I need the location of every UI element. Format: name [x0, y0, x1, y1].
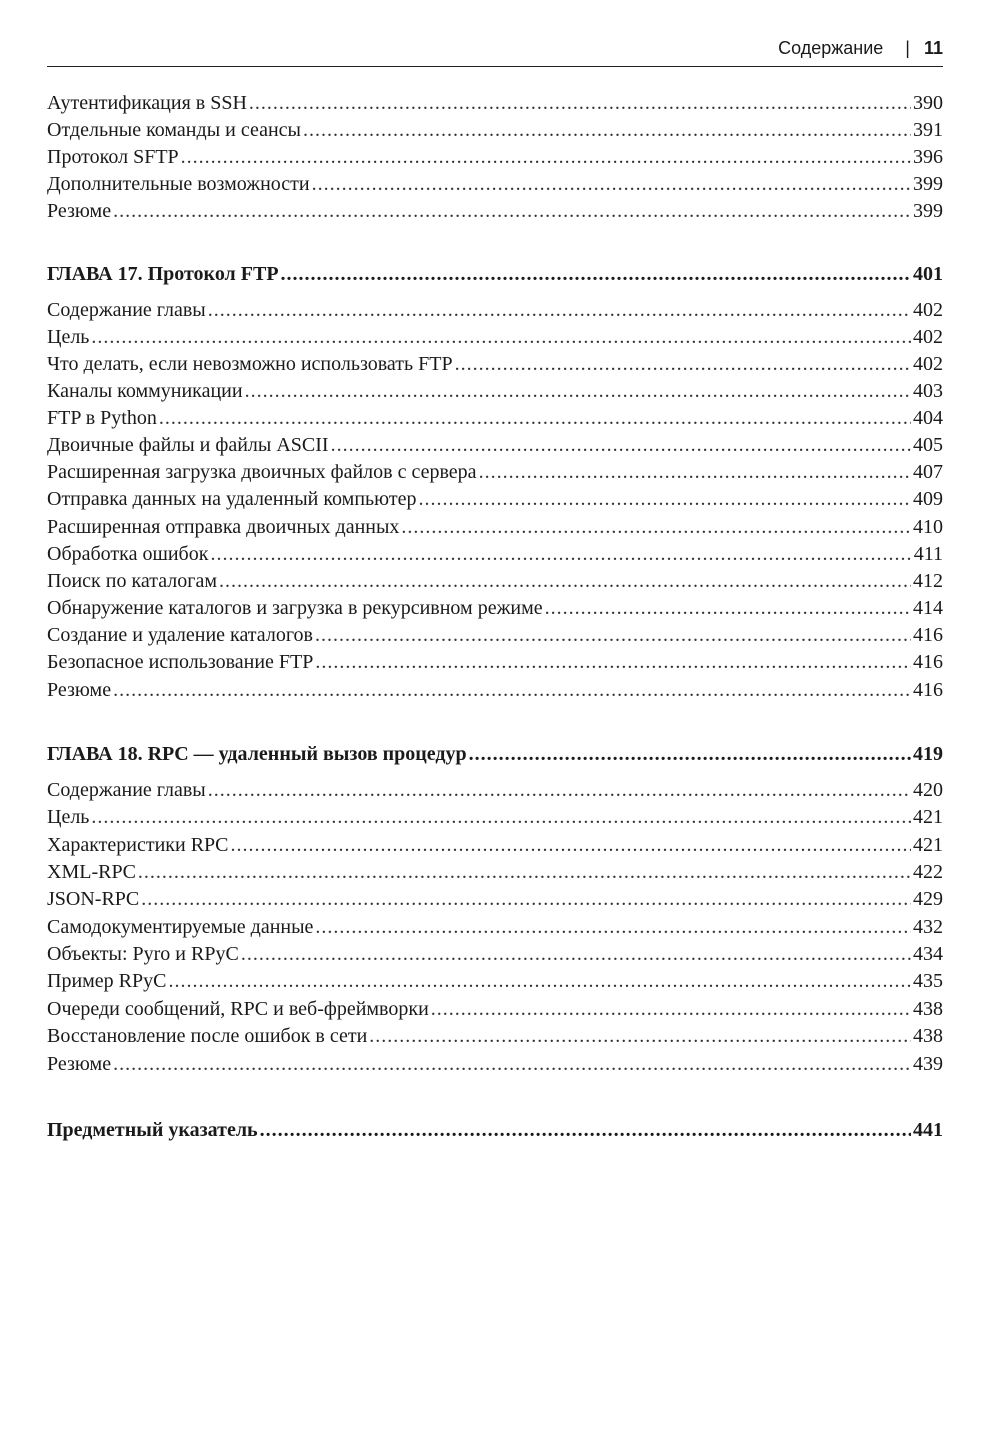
- toc-entry-page: 405: [913, 434, 943, 456]
- leader-dots: [260, 1117, 911, 1143]
- toc-entry-title: Двоичные файлы и файлы ASCII: [47, 434, 329, 456]
- toc-entry-page: 416: [913, 651, 943, 673]
- toc-entry-title: Объекты: Pyro и RPyC: [47, 943, 239, 965]
- toc-entry-page: 409: [913, 488, 943, 510]
- toc-entry: [47, 1023, 943, 1049]
- toc-entry-title: Расширенная отправка двоичных данных: [47, 516, 400, 538]
- toc-entry: [47, 832, 943, 858]
- toc-entry-page: 412: [913, 570, 943, 592]
- toc-entry-title: Содержание главы: [47, 299, 206, 321]
- toc-entry-page: 390: [913, 92, 943, 114]
- toc-entry: [47, 941, 943, 967]
- toc-entry-page: 429: [913, 888, 943, 910]
- toc-chapter-17: [47, 261, 943, 287]
- toc-entry-title: Самодокументируемые данные: [47, 916, 314, 938]
- toc-entry-title: Характеристики RPC: [47, 834, 229, 856]
- toc-entry: [47, 459, 943, 485]
- leader-dots: [159, 405, 911, 431]
- leader-dots: [315, 649, 911, 675]
- toc-entry: [47, 432, 943, 458]
- leader-dots: [219, 568, 911, 594]
- toc-entry-page: 391: [913, 119, 943, 141]
- toc-entry: [47, 677, 943, 703]
- running-header: [47, 38, 943, 67]
- toc-entry-page: 421: [913, 834, 943, 856]
- toc-entry-title: FTP в Python: [47, 407, 157, 429]
- toc-entry-page: 399: [913, 173, 943, 195]
- toc-entry-page: 402: [913, 326, 943, 348]
- toc-entry: [47, 117, 943, 143]
- toc-entry-title: Очереди сообщений, RPC и веб-фреймворки: [47, 998, 429, 1020]
- leader-dots: [303, 117, 911, 143]
- leader-dots: [181, 144, 911, 170]
- toc-entry: [47, 568, 943, 594]
- toc-entry: [47, 171, 943, 197]
- toc-entry-page: 402: [913, 353, 943, 375]
- leader-dots: [249, 90, 911, 116]
- header-separator: |: [905, 38, 910, 58]
- toc-entry-title: Резюме: [47, 200, 112, 222]
- leader-dots: [168, 968, 911, 994]
- chapter-title: ГЛАВА 18. RPC — удаленный вызов процедур: [47, 743, 467, 765]
- toc-index-entry: [47, 1117, 943, 1143]
- toc-entry: [47, 914, 943, 940]
- toc-entry-title: Содержание главы: [47, 779, 206, 801]
- toc-entry-page: 421: [913, 806, 943, 828]
- toc-entry: [47, 777, 943, 803]
- toc-entry-title: Расширенная загрузка двоичных файлов с сервера: [47, 461, 477, 483]
- leader-dots: [208, 297, 911, 323]
- header-section-title: Содержание: [778, 38, 884, 58]
- toc-entry: [47, 649, 943, 675]
- toc-entry: [47, 996, 943, 1022]
- toc-entry-page: 410: [913, 516, 943, 538]
- leader-dots: [91, 324, 911, 350]
- leader-dots: [281, 261, 911, 287]
- leader-dots: [91, 804, 911, 830]
- toc-entry-title: Отдельные команды и сеансы: [47, 119, 301, 141]
- toc-entry-title: Пример RPyC: [47, 970, 167, 992]
- toc-entry-page: 439: [913, 1053, 943, 1075]
- toc-entry: [47, 297, 943, 323]
- toc-entry-title: Протокол SFTP: [47, 146, 179, 168]
- toc-entry: [47, 405, 943, 431]
- toc-entry: [47, 804, 943, 830]
- toc-entry-title: Восстановление после ошибок в сети: [47, 1025, 368, 1047]
- toc-entry: [47, 486, 943, 512]
- toc-entry-page: 414: [913, 597, 943, 619]
- toc-entry-title: Что делать, если невозможно использовать FTP: [47, 353, 453, 375]
- toc-entry-title: Создание и удаление каталогов: [47, 624, 313, 646]
- toc-entry-title: Поиск по каталогам: [47, 570, 217, 592]
- leader-dots: [113, 198, 911, 224]
- toc-entry-page: 403: [913, 380, 943, 402]
- leader-dots: [455, 351, 911, 377]
- toc-entry-title: Каналы коммуникации: [47, 380, 243, 402]
- toc-entry-title: Цель: [47, 326, 90, 348]
- toc-entry-page: 416: [913, 624, 943, 646]
- toc-entry: [47, 198, 943, 224]
- leader-dots: [545, 595, 911, 621]
- toc-entry-title: Дополнительные возможности: [47, 173, 310, 195]
- toc-entry-page: 438: [913, 1025, 943, 1047]
- toc-entry-title: JSON-RPC: [47, 888, 140, 910]
- leader-dots: [208, 777, 911, 803]
- toc-entry: [47, 378, 943, 404]
- toc-entry: [47, 1051, 943, 1077]
- leader-dots: [113, 1051, 911, 1077]
- toc-entry-page: 420: [913, 779, 943, 801]
- leader-dots: [141, 886, 911, 912]
- leader-dots: [231, 832, 911, 858]
- toc-entry-title: Аутентификация в SSH: [47, 92, 247, 114]
- leader-dots: [113, 677, 911, 703]
- toc-entry-title: Цель: [47, 806, 90, 828]
- header-page-number: 11: [923, 38, 943, 58]
- leader-dots: [241, 941, 911, 967]
- leader-dots: [431, 996, 911, 1022]
- toc-entry: [47, 90, 943, 116]
- leader-dots: [479, 459, 911, 485]
- toc-entry: [47, 622, 943, 648]
- index-title: Предметный указатель: [47, 1119, 258, 1141]
- leader-dots: [245, 378, 911, 404]
- toc-entry-page: 438: [913, 998, 943, 1020]
- toc-entry: [47, 514, 943, 540]
- toc-entry: [47, 324, 943, 350]
- toc-entry-page: 435: [913, 970, 943, 992]
- leader-dots: [401, 514, 911, 540]
- toc-entry: [47, 351, 943, 377]
- leader-dots: [418, 486, 911, 512]
- chapter-page: 419: [913, 743, 943, 765]
- toc-entry-title: Обнаружение каталогов и загрузка в рекурсивном режиме: [47, 597, 543, 619]
- toc-entry-title: Обработка ошибок: [47, 543, 209, 565]
- toc-entry-page: 416: [913, 679, 943, 701]
- toc-entry: [47, 968, 943, 994]
- toc-entry-title: Отправка данных на удаленный компьютер: [47, 488, 417, 510]
- toc-entry-title: XML-RPC: [47, 861, 136, 883]
- toc-chapter-18: [47, 741, 943, 767]
- toc-entry-page: 399: [913, 200, 943, 222]
- toc-entry-page: 434: [913, 943, 943, 965]
- leader-dots: [315, 622, 911, 648]
- toc-entry: [47, 886, 943, 912]
- leader-dots: [331, 432, 911, 458]
- toc-entry-page: 404: [913, 407, 943, 429]
- toc-entry-title: Безопасное использование FTP: [47, 651, 314, 673]
- toc-entry-title: Резюме: [47, 1053, 112, 1075]
- toc-entry-page: 402: [913, 299, 943, 321]
- toc-entry: [47, 144, 943, 170]
- leader-dots: [138, 859, 911, 885]
- toc-entry-page: 411: [913, 543, 943, 565]
- toc-entry: [47, 859, 943, 885]
- leader-dots: [210, 541, 911, 567]
- leader-dots: [369, 1023, 911, 1049]
- chapter-page: 401: [913, 263, 943, 285]
- toc-entry-page: 396: [913, 146, 943, 168]
- toc-entry-page: 407: [913, 461, 943, 483]
- chapter-title: ГЛАВА 17. Протокол FTP: [47, 263, 279, 285]
- leader-dots: [312, 171, 911, 197]
- index-page: 441: [913, 1119, 943, 1141]
- toc-entry-page: 432: [913, 916, 943, 938]
- leader-dots: [315, 914, 911, 940]
- toc-entry-page: 422: [913, 861, 943, 883]
- toc-entry-title: Резюме: [47, 679, 112, 701]
- leader-dots: [469, 741, 911, 767]
- toc-entry: [47, 595, 943, 621]
- toc-entry: [47, 541, 943, 567]
